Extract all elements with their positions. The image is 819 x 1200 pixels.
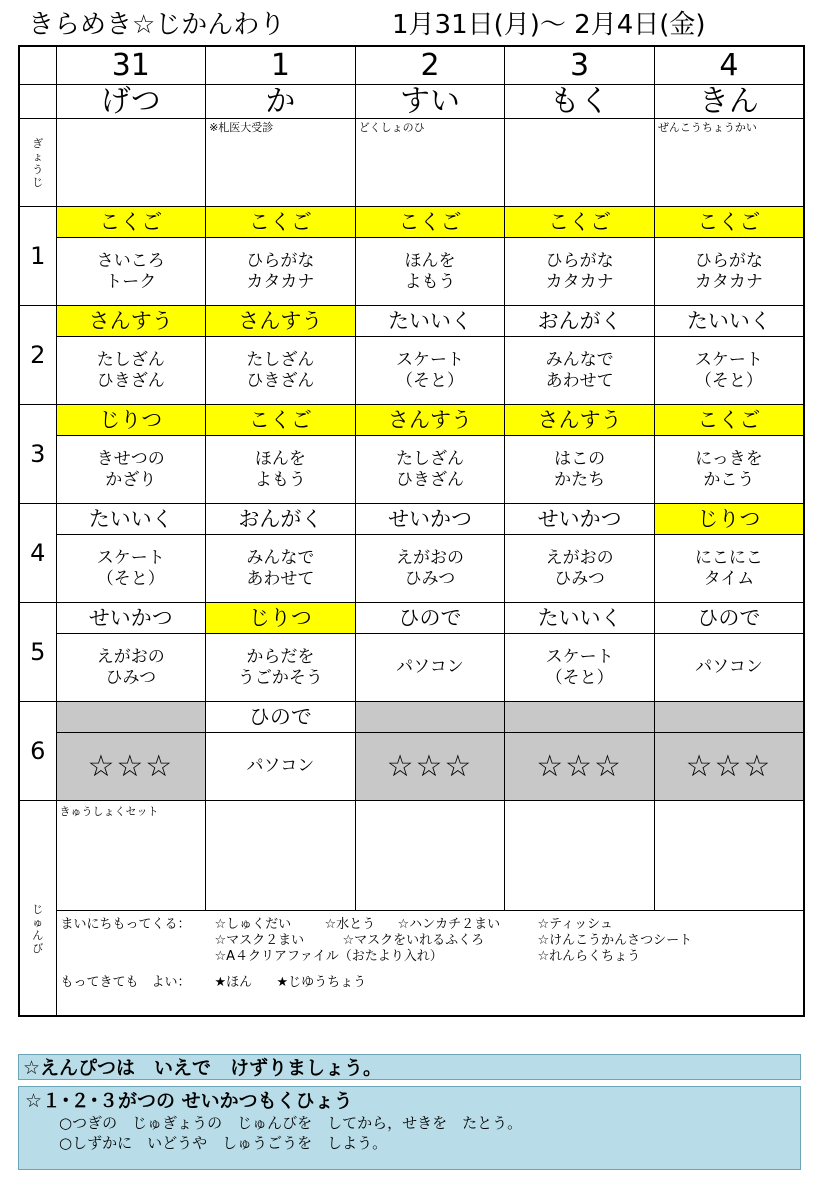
activity-line: さいころ: [96, 250, 165, 271]
activity-cell: [355, 436, 505, 504]
daily-item: ☆しゅくだい: [214, 917, 292, 932]
subject-cell: たいいく: [654, 306, 804, 337]
activity-line: スケート: [545, 646, 614, 667]
period-number: 4: [19, 504, 56, 603]
gyoji-row: [19, 119, 804, 207]
junbi-cell: [654, 801, 804, 911]
activity-line: たしざん: [246, 349, 315, 370]
activity-line: かたち: [554, 469, 606, 490]
activity-line: みんなで: [246, 547, 315, 568]
subject-cell: こくご: [56, 207, 206, 238]
subject-cell: [505, 702, 655, 733]
date-cell: 2: [355, 46, 505, 85]
subject-cell: じりつ: [56, 405, 206, 436]
daily-item: ☆ティッシュ: [537, 917, 613, 932]
gyoji-label: [19, 119, 56, 207]
daily-item: ☆れんらくちょう: [537, 949, 641, 964]
activity-line: よもう: [404, 271, 456, 292]
activity-cell: [206, 634, 356, 702]
subject-cell: こくご: [355, 207, 505, 238]
period-subject-row: [19, 603, 804, 634]
subject-cell: じりつ: [206, 603, 356, 634]
date-range: 1月31日(月)～ 2月4日(金): [392, 10, 706, 40]
subject-cell: ひので: [206, 702, 356, 733]
junbi-cell: きゅうしょくセット: [56, 801, 206, 911]
activity-cell: [654, 634, 804, 702]
period-activity-row: [19, 337, 804, 405]
activity-cell: [355, 238, 505, 306]
subject-cell: たいいく: [355, 306, 505, 337]
activity-line: ☆☆☆: [685, 749, 773, 784]
activity-line: はこの: [554, 448, 606, 469]
subject-cell: じりつ: [654, 504, 804, 535]
period-number: 1: [19, 207, 56, 306]
pencil-note: ☆えんぴつは いえで けずりましょう。: [18, 1054, 801, 1080]
activity-line: ひみつ: [554, 568, 605, 589]
activity-line: パソコン: [695, 657, 763, 677]
daily-item: ☆けんこうかんさつシート: [537, 933, 693, 948]
activity-line: カタカナ: [545, 271, 614, 292]
activity-line: ひきざん: [246, 370, 315, 391]
activity-line: よもう: [254, 469, 306, 490]
daily-item: ☆ハンカチ２まい: [397, 917, 501, 932]
activity-line: ひらがな: [694, 250, 763, 271]
activity-cell: [654, 337, 804, 405]
subject-cell: さんすう: [355, 405, 505, 436]
activity-line: ほんを: [254, 448, 306, 469]
subject-cell: [56, 702, 206, 733]
period-activity-row: [19, 733, 804, 801]
activity-line: （そと）: [96, 568, 165, 589]
activity-line: ☆☆☆: [536, 749, 623, 784]
junbi-label: [19, 801, 56, 1017]
period-subject-row: [19, 405, 804, 436]
weekday-cell: げつ: [56, 85, 206, 119]
activity-cell: [56, 337, 206, 405]
subject-cell: せいかつ: [56, 603, 206, 634]
activity-line: きせつの: [96, 448, 165, 469]
subject-cell: せいかつ: [505, 504, 655, 535]
period-activity-row: [19, 535, 804, 603]
activity-line: みんなで: [545, 349, 614, 370]
daily-item: ☆マスクをいれるふくろ: [342, 933, 485, 948]
subject-cell: せいかつ: [355, 504, 505, 535]
activity-cell: [206, 436, 356, 504]
daily-items-line: [61, 949, 799, 965]
activity-line: あわせて: [545, 370, 614, 391]
subject-cell: さんすう: [206, 306, 356, 337]
activity-cell: [206, 733, 356, 801]
activity-cell: [56, 535, 206, 603]
optional-item: ★ほん: [214, 975, 253, 990]
activity-cell: [505, 337, 655, 405]
subject-cell: おんがく: [505, 306, 655, 337]
gyoji-label-char: う: [32, 162, 44, 176]
period-subject-row: [19, 306, 804, 337]
activity-cell: [355, 733, 505, 801]
subject-cell: ひので: [355, 603, 505, 634]
weekday-cell: もく: [505, 85, 655, 119]
activity-line: タイム: [703, 568, 755, 589]
activity-line: （そと）: [694, 370, 763, 391]
activity-cell: [355, 337, 505, 405]
gyoji-cell: [505, 119, 655, 207]
activity-cell: [654, 535, 804, 603]
activity-line: かこう: [703, 469, 755, 490]
weekday-cell: きん: [654, 85, 804, 119]
corner-cell: [19, 85, 56, 119]
daily-item: ☆水とう: [324, 917, 376, 932]
activity-line: うごかそう: [237, 667, 323, 688]
activity-cell: [355, 535, 505, 603]
subject-cell: こくご: [206, 405, 356, 436]
gyoji-label-char: ぎ: [32, 136, 44, 150]
period-number: 2: [19, 306, 56, 405]
activity-line: にっきを: [695, 448, 763, 469]
junbi-label-char: ゅ: [32, 916, 44, 929]
daily-item: ☆A４クリアファイル（おたより入れ）: [214, 949, 443, 964]
activity-cell: [654, 733, 804, 801]
activity-line: スケート: [694, 349, 763, 370]
activity-line: えがおの: [395, 547, 464, 568]
activity-line: カタカナ: [694, 271, 763, 292]
activity-line: （そと）: [395, 370, 464, 391]
subject-cell: こくご: [505, 207, 655, 238]
activity-line: ☆☆☆: [87, 749, 175, 784]
date-cell: 1: [206, 46, 356, 85]
daily-items-line: [61, 933, 799, 949]
page-title: きらめき☆じかんわり: [28, 10, 286, 40]
subject-cell: ひので: [654, 603, 804, 634]
optional-label: もってきても よい：: [60, 975, 191, 990]
gyoji-cell: ぜんこうちょうかい: [654, 119, 804, 207]
period-subject-row: [19, 504, 804, 535]
goals-box: [18, 1086, 801, 1170]
weekday-cell: すい: [355, 85, 505, 119]
activity-line: ひらがな: [246, 250, 315, 271]
activity-line: パソコン: [396, 657, 464, 677]
activity-cell: [56, 238, 206, 306]
activity-line: パソコン: [246, 756, 315, 776]
junbi-row: [19, 801, 804, 911]
period-activity-row: [19, 634, 804, 702]
daily-items: [56, 911, 804, 1017]
header: [28, 6, 808, 44]
subject-cell: さんすう: [505, 405, 655, 436]
period-subject-row: [19, 702, 804, 733]
date-row: [19, 46, 804, 85]
activity-line: トーク: [105, 271, 157, 292]
activity-cell: [505, 436, 655, 504]
goals-title: ☆１･２･３がつの せいかつもくひょう: [25, 1090, 353, 1112]
activity-cell: [56, 634, 206, 702]
timetable: [18, 45, 805, 1017]
activity-line: たしざん: [96, 349, 165, 370]
period-number: 3: [19, 405, 56, 504]
junbi-cell: [206, 801, 356, 911]
goal-line: ○しずかに いどうや しゅうごうを しよう。: [59, 1134, 388, 1152]
optional-item: ★じゆうちょう: [276, 975, 367, 990]
activity-cell: [505, 634, 655, 702]
subject-cell: [355, 702, 505, 733]
activity-cell: [206, 238, 356, 306]
activity-line: ひらがな: [545, 250, 614, 271]
activity-cell: [56, 733, 206, 801]
junbi-cell: [355, 801, 505, 911]
subject-cell: たいいく: [505, 603, 655, 634]
subject-cell: おんがく: [206, 504, 356, 535]
gyoji-cell: ※札医大受診: [206, 119, 356, 207]
gyoji-cell: [56, 119, 206, 207]
activity-line: ☆☆☆: [386, 749, 474, 784]
activity-line: にこにこ: [694, 547, 763, 568]
subject-cell: こくご: [206, 207, 356, 238]
activity-line: えがおの: [545, 547, 614, 568]
date-cell: 4: [654, 46, 804, 85]
period-number: 5: [19, 603, 56, 702]
daily-items-line: [61, 917, 799, 933]
subject-cell: こくご: [654, 207, 804, 238]
activity-line: ひきざん: [96, 370, 165, 391]
subject-cell: さんすう: [56, 306, 206, 337]
junbi-label-char: び: [32, 942, 44, 955]
date-cell: 31: [56, 46, 206, 85]
subject-cell: たいいく: [56, 504, 206, 535]
activity-line: からだを: [246, 646, 315, 667]
junbi-label-char: ん: [32, 929, 44, 942]
junbi-cell: [505, 801, 655, 911]
subject-cell: [654, 702, 804, 733]
activity-cell: [505, 238, 655, 306]
gyoji-label-char: ょ: [32, 149, 44, 163]
activity-line: ほんを: [404, 250, 456, 271]
activity-cell: [505, 535, 655, 603]
gyoji-cell: どくしょのひ: [355, 119, 505, 207]
activity-line: カタカナ: [246, 271, 315, 292]
daily-items-row: [19, 911, 804, 1017]
date-cell: 3: [505, 46, 655, 85]
daily-item: ☆マスク２まい: [214, 933, 305, 948]
activity-line: ひみつ: [105, 667, 157, 688]
junbi-label-char: じ: [32, 903, 44, 916]
activity-line: ひみつ: [404, 568, 456, 589]
weekday-cell: か: [206, 85, 356, 119]
period-activity-row: [19, 436, 804, 504]
activity-line: あわせて: [246, 568, 315, 589]
goal-line: ○つぎの じゅぎょうの じゅんびを してから，せきを たとう。: [59, 1114, 523, 1132]
activity-cell: [206, 535, 356, 603]
period-activity-row: [19, 238, 804, 306]
activity-cell: [654, 436, 804, 504]
activity-line: スケート: [395, 349, 464, 370]
activity-cell: [355, 634, 505, 702]
activity-line: かざり: [105, 469, 157, 490]
activity-cell: [654, 238, 804, 306]
period-subject-row: [19, 207, 804, 238]
activity-line: スケート: [96, 547, 165, 568]
period-number: 6: [19, 702, 56, 801]
activity-line: （そと）: [545, 667, 614, 688]
optional-items-line: [61, 975, 799, 991]
corner-cell: [19, 46, 56, 85]
daily-label: まいにちもってくる：: [60, 917, 191, 932]
activity-cell: [56, 436, 206, 504]
activity-line: たしざん: [395, 448, 464, 469]
activity-line: ひきざん: [395, 469, 464, 490]
weekday-row: [19, 85, 804, 119]
activity-cell: [505, 733, 655, 801]
activity-line: えがおの: [96, 646, 165, 667]
subject-cell: こくご: [654, 405, 804, 436]
activity-cell: [206, 337, 356, 405]
gyoji-label-char: じ: [32, 175, 44, 189]
